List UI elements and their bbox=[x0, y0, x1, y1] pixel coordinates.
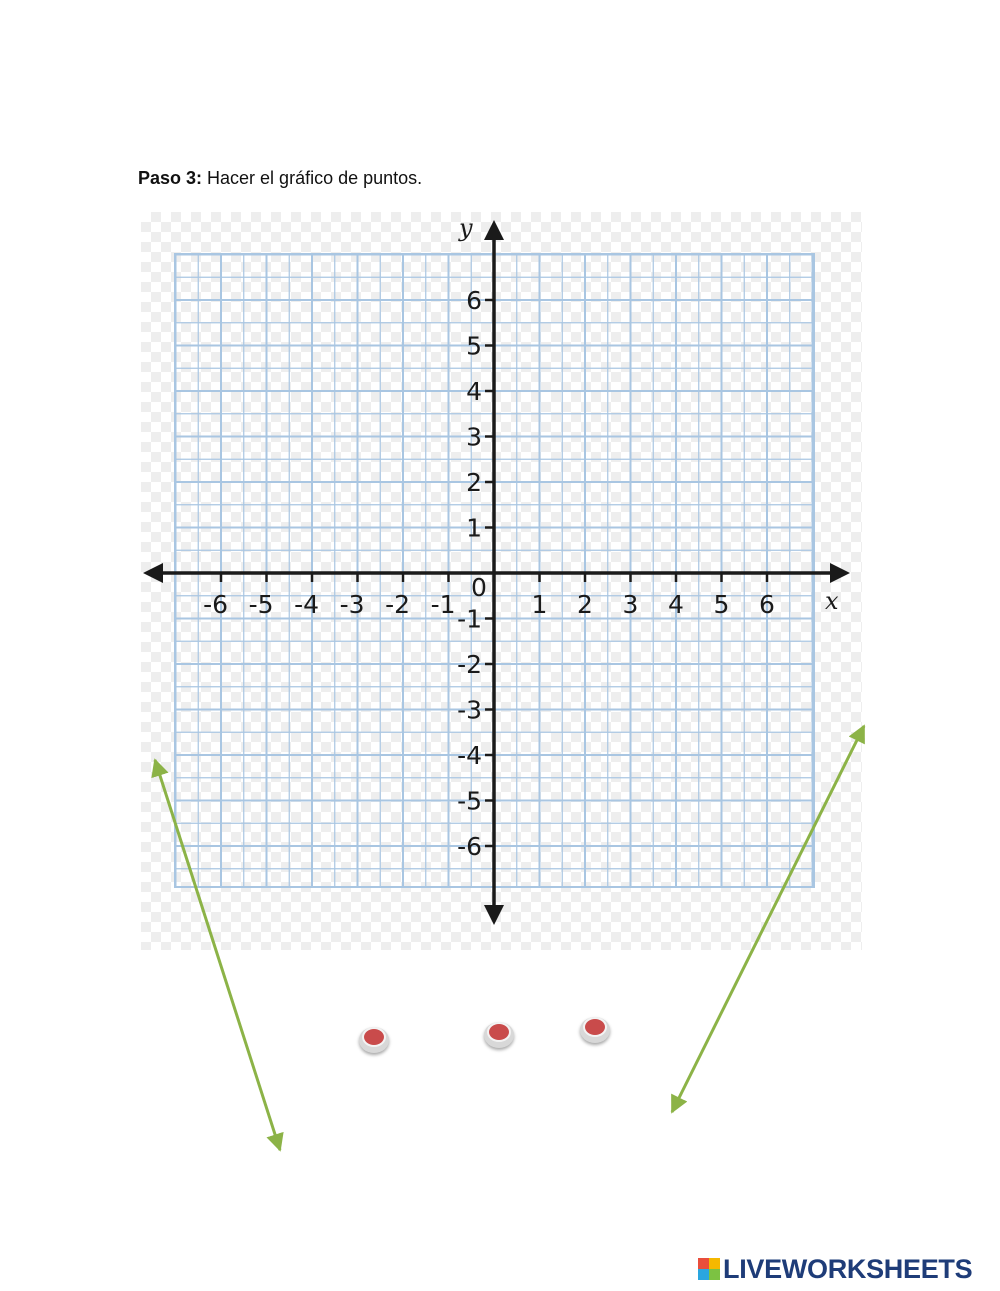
y-tick-label: -6 bbox=[457, 832, 482, 861]
liveworksheets-brand bbox=[698, 1254, 972, 1284]
x-tick-label: 6 bbox=[759, 590, 775, 619]
x-tick-label: -6 bbox=[203, 590, 228, 619]
x-tick-label: 4 bbox=[668, 590, 684, 619]
x-tick-label: 5 bbox=[713, 590, 730, 619]
draggable-point-2[interactable] bbox=[482, 1018, 516, 1050]
y-tick-label: -2 bbox=[457, 650, 482, 679]
y-axis-up-arrow bbox=[484, 220, 504, 240]
x-tick-label: -3 bbox=[339, 590, 365, 619]
liveworksheets-logo-icon bbox=[698, 1258, 720, 1280]
logo-square bbox=[698, 1269, 709, 1280]
origin-label: 0 bbox=[471, 573, 487, 602]
y-axis-down-arrow bbox=[484, 905, 504, 925]
x-tick-label: -1 bbox=[430, 590, 456, 619]
step-label: Paso 3: bbox=[138, 168, 203, 188]
draggable-point-3[interactable] bbox=[578, 1013, 612, 1045]
y-tick-label: -3 bbox=[457, 695, 482, 725]
y-tick-label: 3 bbox=[466, 422, 482, 452]
coordinate-plane[interactable] bbox=[141, 212, 862, 950]
y-tick-label: 5 bbox=[466, 331, 482, 361]
x-tick-label: 3 bbox=[622, 590, 639, 619]
brand-name: LIVEWORKSHEETS bbox=[723, 1253, 973, 1284]
instruction-text bbox=[138, 168, 422, 189]
x-axis-right-arrow bbox=[830, 563, 850, 583]
coordinate-plane-area[interactable] bbox=[141, 212, 862, 950]
logo-square bbox=[709, 1258, 720, 1269]
x-tick-label: -5 bbox=[248, 590, 274, 619]
x-tick-label: -2 bbox=[385, 590, 410, 619]
x-axis-label: x bbox=[825, 587, 839, 615]
x-axis-left-arrow bbox=[143, 563, 163, 583]
y-tick-label: -1 bbox=[457, 604, 482, 634]
logo-square bbox=[709, 1269, 720, 1280]
y-tick-label: 1 bbox=[466, 513, 482, 543]
draggable-point-1[interactable] bbox=[357, 1023, 391, 1055]
x-tick-label: -4 bbox=[294, 590, 319, 619]
step-description: Hacer el gráfico de puntos. bbox=[202, 168, 423, 188]
y-tick-label: 4 bbox=[466, 377, 482, 406]
y-tick-label: -4 bbox=[457, 741, 482, 770]
y-axis-label: y bbox=[459, 214, 473, 242]
y-tick-label: 6 bbox=[466, 286, 482, 315]
x-tick-label: 1 bbox=[531, 590, 548, 619]
logo-square bbox=[698, 1258, 709, 1269]
y-tick-label: 2 bbox=[466, 468, 482, 497]
y-tick-label: -5 bbox=[457, 786, 482, 816]
x-tick-label: 2 bbox=[577, 590, 593, 619]
